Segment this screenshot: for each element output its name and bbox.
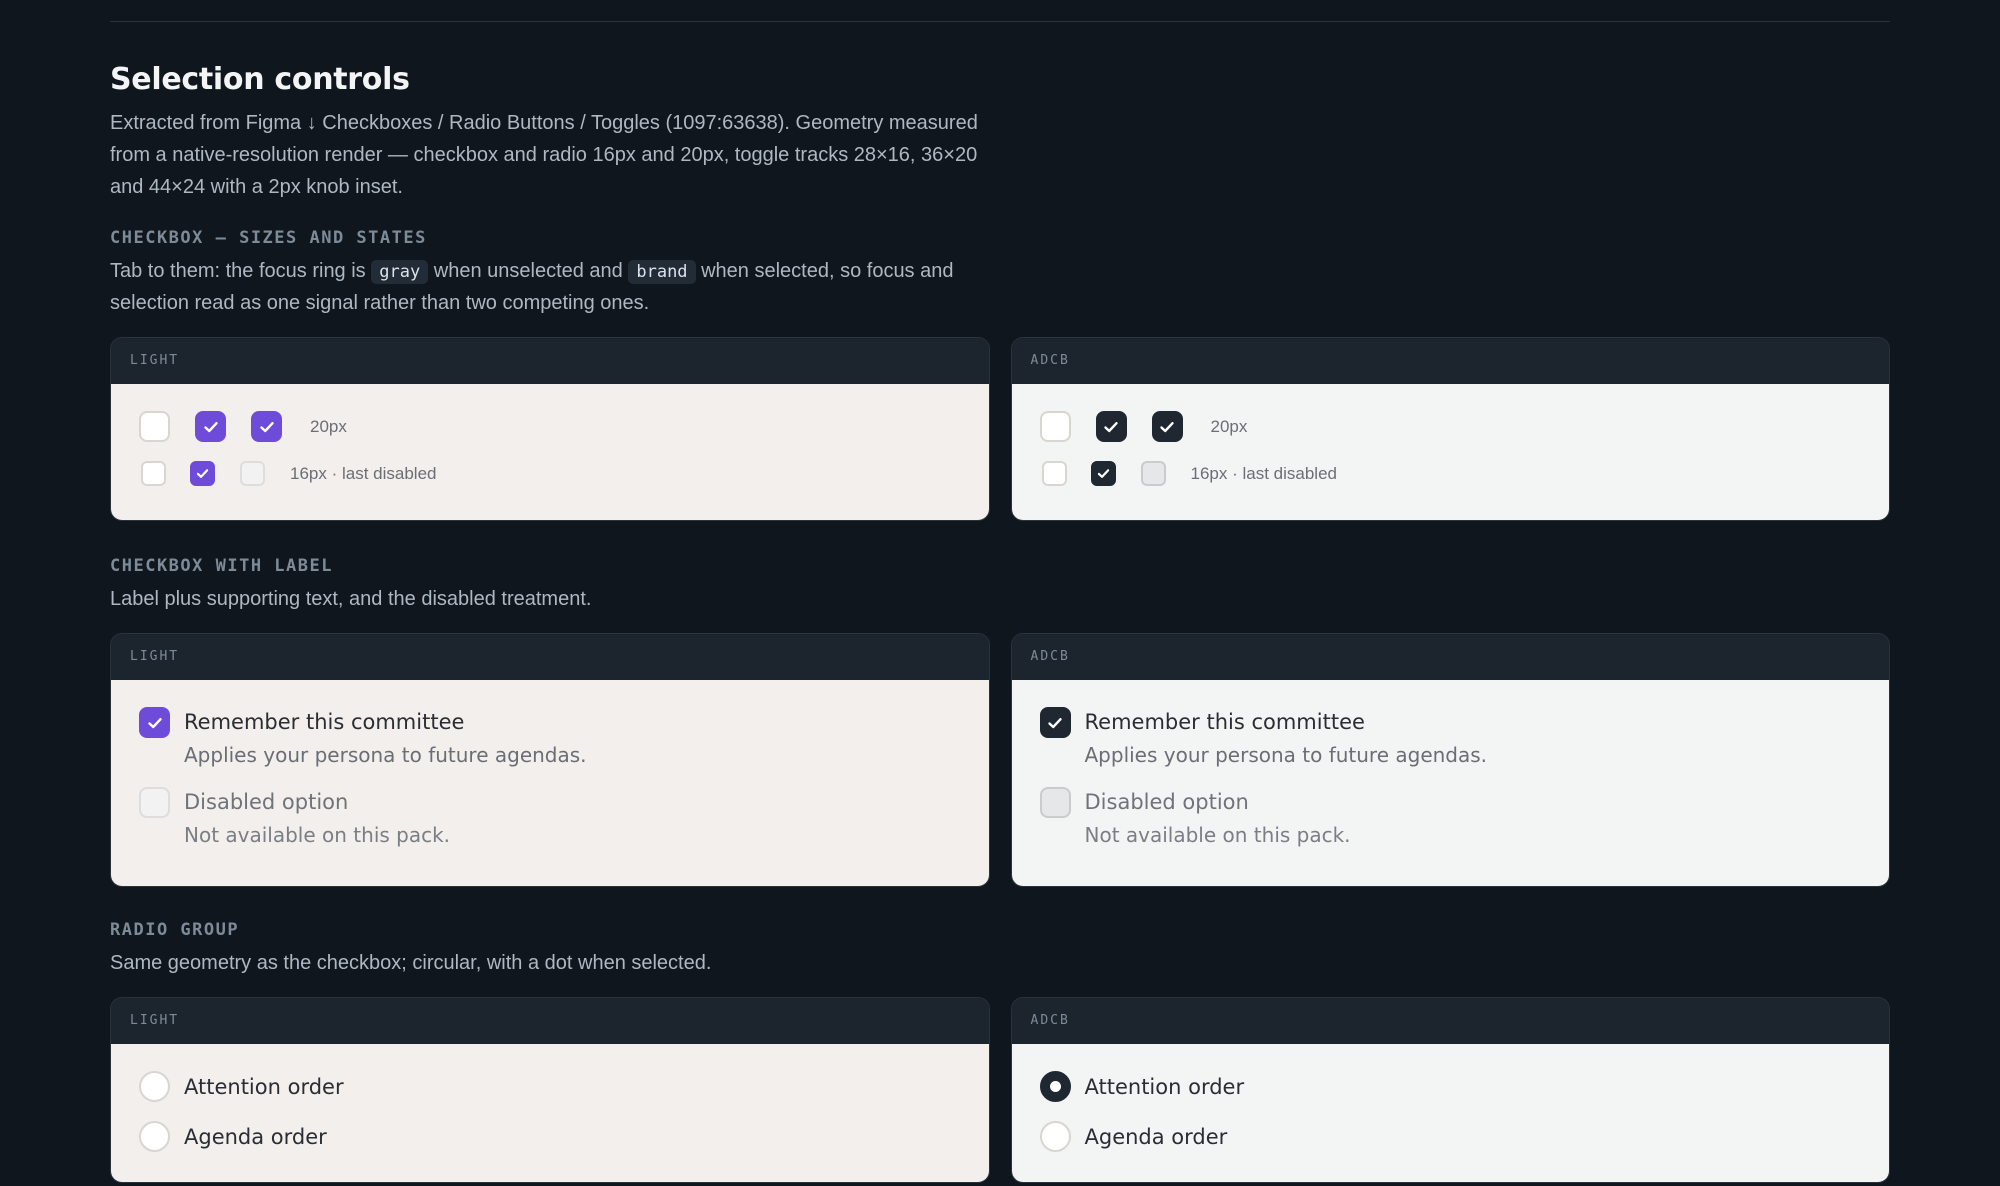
card-header-adcb: ADCB: [1012, 998, 1890, 1044]
radio-label: Attention order: [1084, 1074, 1245, 1099]
checkbox-16-checked[interactable]: [1091, 461, 1116, 486]
radio-option-attention[interactable]: [1040, 1071, 1862, 1102]
checkbox-supporting-text: Not available on this pack.: [1084, 823, 1351, 847]
checkbox-label: Disabled option: [184, 790, 349, 814]
checkbox-remember[interactable]: [1040, 707, 1071, 738]
labeled-checkbox-checked[interactable]: [139, 707, 961, 772]
checkbox-20-unchecked[interactable]: [1040, 411, 1071, 442]
checkbox-20-checked-focus[interactable]: [251, 411, 282, 442]
row-16px: [1040, 461, 1862, 486]
desc-text: Tab to them: the focus ring is: [110, 260, 372, 282]
card-header-adcb: ADCB: [1012, 338, 1890, 384]
labeled-checkbox-disabled: [139, 787, 961, 852]
radio-button[interactable]: [1040, 1121, 1071, 1152]
checkbox-supporting-text: Applies your persona to future agendas.: [184, 743, 587, 767]
checkbox-16-disabled: [240, 461, 265, 486]
size-label-20: 20px: [1210, 416, 1248, 436]
radio-label: Agenda order: [1084, 1124, 1228, 1149]
section-desc-labeled: Label plus supporting text, and the disabled treatment.: [110, 588, 592, 610]
check-icon: [195, 466, 210, 481]
checkbox-20-checked[interactable]: [195, 411, 226, 442]
sizes-card-adcb: [1011, 337, 1891, 521]
checkbox-16-disabled: [1141, 461, 1166, 486]
labeled-cards: [110, 633, 1890, 887]
check-icon: [1102, 418, 1120, 436]
row-20px: [139, 411, 961, 442]
check-icon: [1046, 714, 1064, 732]
section-title-radio: RADIO GROUP: [110, 920, 240, 940]
labeled-checkbox-disabled: [1040, 787, 1862, 852]
checkbox-16-checked[interactable]: [190, 461, 215, 486]
section-desc-radio: Same geometry as the checkbox; circular, with a dot when selected.: [110, 952, 712, 974]
radio-label: Attention order: [184, 1074, 344, 1099]
page: [110, 0, 1890, 1183]
checkbox-disabled: [139, 787, 170, 818]
check-icon: [1158, 418, 1176, 436]
size-label-16: 16px · last disabled: [290, 463, 437, 483]
section-desc-sizes: [110, 256, 1030, 319]
row-16px: [139, 461, 961, 486]
radio-option-agenda[interactable]: [1040, 1121, 1862, 1152]
radio-button-selected[interactable]: [1040, 1071, 1071, 1102]
checkbox-label: Remember this committee: [184, 710, 465, 734]
labeled-card-adcb: [1011, 633, 1891, 887]
size-label-16: 16px · last disabled: [1190, 463, 1337, 483]
check-icon: [146, 714, 164, 732]
radio-card-light: [110, 997, 990, 1183]
radio-button[interactable]: [139, 1121, 170, 1152]
radio-button[interactable]: [139, 1071, 170, 1102]
radio-dot-icon: [1050, 1081, 1061, 1092]
checkbox-16-unchecked[interactable]: [141, 461, 166, 486]
size-label-20: 20px: [310, 416, 347, 436]
check-icon: [202, 418, 220, 436]
page-intro: Extracted from Figma ↓ Checkboxes / Radio Buttons / Toggles (1097:63638). Geometry measured from a native-resolution render — checkbox and radio 16px and 20px, toggle tracks 28×16, 36×20 and 44×24 with a 2px knob inset.: [110, 112, 978, 198]
radio-card-adcb: [1011, 997, 1891, 1183]
checkbox-remember[interactable]: [139, 707, 170, 738]
desc-text: when unselected and: [428, 260, 629, 282]
check-icon: [258, 418, 276, 436]
sizes-cards: [110, 337, 1890, 521]
labeled-checkbox-checked[interactable]: [1040, 707, 1862, 772]
card-header-light: LIGHT: [111, 998, 989, 1044]
page-title: Selection controls: [110, 62, 410, 97]
section-title-labeled: CHECKBOX WITH LABEL: [110, 556, 333, 576]
check-icon: [1096, 466, 1111, 481]
checkbox-16-unchecked[interactable]: [1042, 461, 1067, 486]
checkbox-supporting-text: Not available on this pack.: [184, 823, 451, 847]
sizes-card-light: [110, 337, 990, 521]
radio-option-agenda[interactable]: [139, 1121, 961, 1152]
checkbox-20-checked[interactable]: [1096, 411, 1127, 442]
radio-cards: [110, 997, 1890, 1183]
checkbox-label: Remember this committee: [1084, 710, 1365, 734]
radio-option-attention[interactable]: [139, 1071, 961, 1102]
code-gray: gray: [371, 260, 428, 284]
card-header-light: LIGHT: [111, 634, 989, 680]
code-brand: brand: [628, 260, 695, 284]
card-header-light: LIGHT: [111, 338, 989, 384]
card-header-adcb: ADCB: [1012, 634, 1890, 680]
row-20px: [1040, 411, 1862, 442]
radio-label: Agenda order: [184, 1124, 327, 1149]
checkbox-20-checked-focus[interactable]: [1152, 411, 1183, 442]
section-title-sizes: CHECKBOX — SIZES AND STATES: [110, 228, 427, 248]
checkbox-label: Disabled option: [1084, 790, 1249, 814]
checkbox-disabled: [1040, 787, 1071, 818]
top-divider: [110, 21, 1890, 22]
checkbox-supporting-text: Applies your persona to future agendas.: [1084, 743, 1488, 767]
labeled-card-light: [110, 633, 990, 887]
checkbox-20-unchecked[interactable]: [139, 411, 170, 442]
desc-text: when selected, so focus and selection read as one signal rather than two competing ones.: [110, 260, 954, 314]
